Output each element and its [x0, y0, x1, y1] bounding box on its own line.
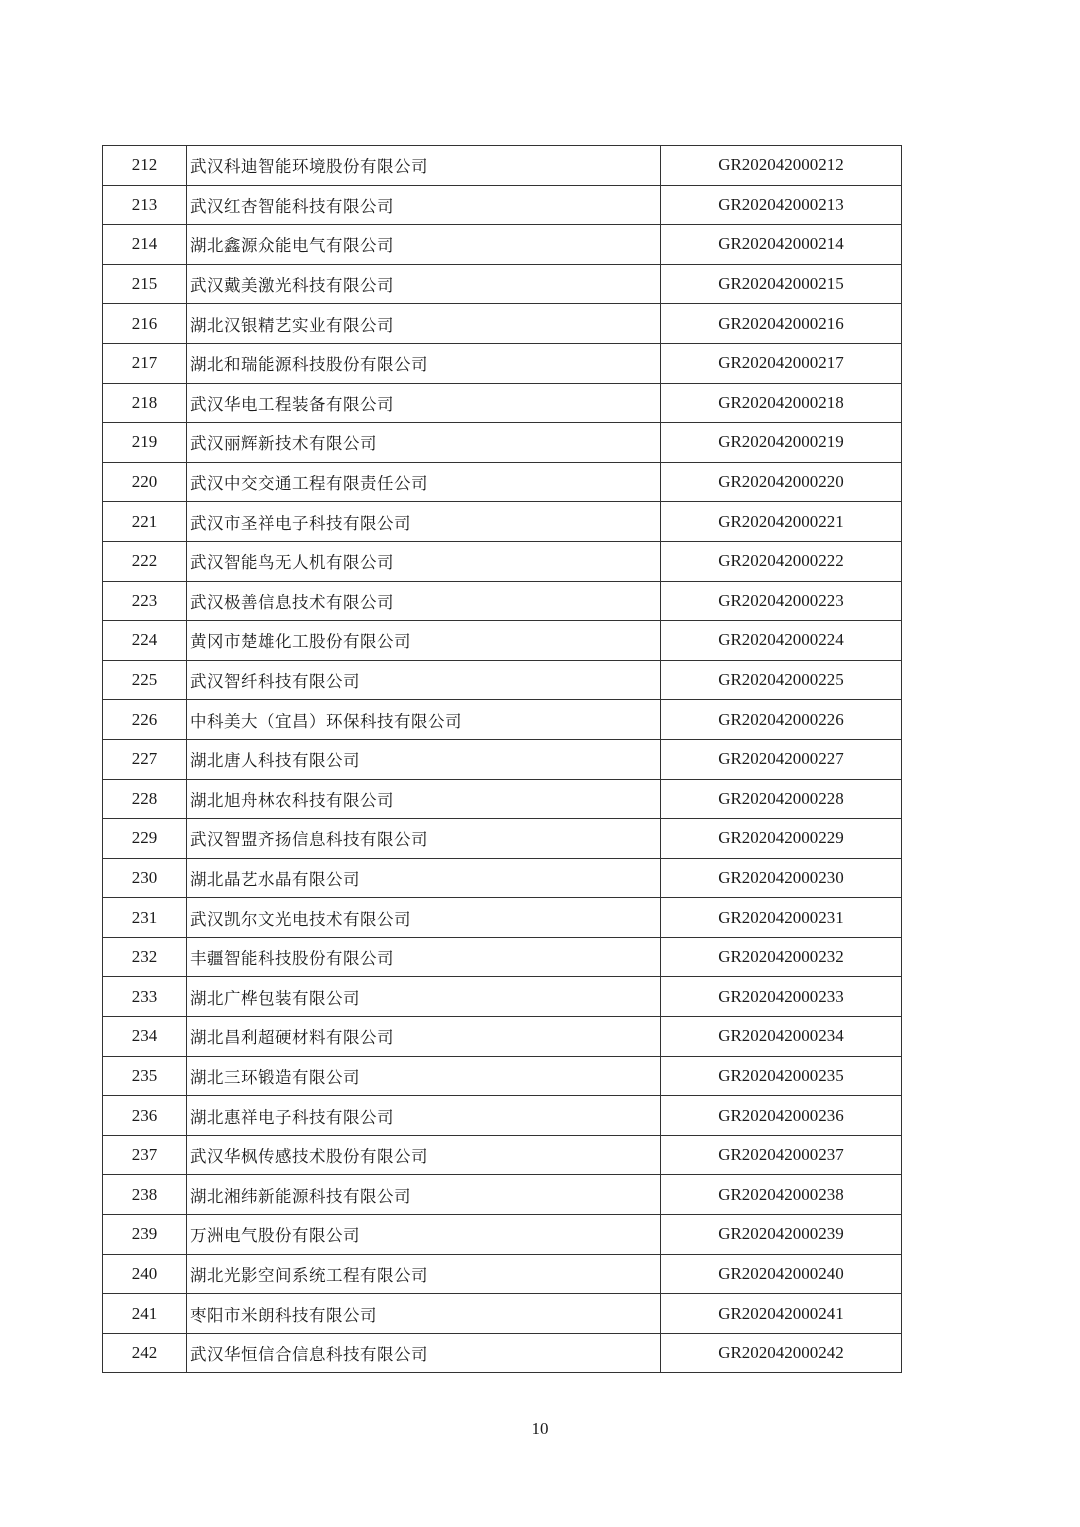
certificate-code: GR202042000217 [661, 343, 902, 383]
company-name: 湖北广桦包装有限公司 [187, 977, 661, 1017]
company-name: 湖北汉银精艺实业有限公司 [187, 304, 661, 344]
row-number: 240 [103, 1254, 187, 1294]
row-number: 228 [103, 779, 187, 819]
certificate-code: GR202042000234 [661, 1017, 902, 1057]
row-number: 221 [103, 502, 187, 542]
certificate-code: GR202042000223 [661, 581, 902, 621]
row-number: 219 [103, 423, 187, 463]
company-name: 丰疆智能科技股份有限公司 [187, 937, 661, 977]
certificate-code: GR202042000214 [661, 225, 902, 265]
table-row [103, 343, 902, 383]
page-number: 10 [531, 1419, 549, 1438]
row-number: 220 [103, 462, 187, 502]
certificate-code: GR202042000237 [661, 1135, 902, 1175]
company-name: 武汉智能鸟无人机有限公司 [187, 541, 661, 581]
table-body [103, 146, 902, 1373]
table-row [103, 1135, 902, 1175]
row-number: 229 [103, 819, 187, 859]
certificate-code: GR202042000230 [661, 858, 902, 898]
certificate-code: GR202042000225 [661, 660, 902, 700]
table-row [103, 898, 902, 938]
table-row [103, 581, 902, 621]
company-name: 武汉智纤科技有限公司 [187, 660, 661, 700]
company-name: 万洲电气股份有限公司 [187, 1215, 661, 1255]
company-name: 武汉凯尔文光电技术有限公司 [187, 898, 661, 938]
row-number: 239 [103, 1215, 187, 1255]
company-name: 湖北三环锻造有限公司 [187, 1056, 661, 1096]
company-name: 武汉智盟齐扬信息科技有限公司 [187, 819, 661, 859]
row-number: 234 [103, 1017, 187, 1057]
certificate-code: GR202042000213 [661, 185, 902, 225]
table-row [103, 1333, 902, 1373]
table-row [103, 423, 902, 463]
row-number: 222 [103, 541, 187, 581]
certificate-code: GR202042000220 [661, 462, 902, 502]
certificate-code: GR202042000239 [661, 1215, 902, 1255]
row-number: 232 [103, 937, 187, 977]
table-row [103, 264, 902, 304]
table-row [103, 621, 902, 661]
certificate-code: GR202042000221 [661, 502, 902, 542]
row-number: 214 [103, 225, 187, 265]
certificate-code: GR202042000240 [661, 1254, 902, 1294]
row-number: 242 [103, 1333, 187, 1373]
company-name: 湖北唐人科技有限公司 [187, 739, 661, 779]
row-number: 230 [103, 858, 187, 898]
row-number: 216 [103, 304, 187, 344]
company-name: 枣阳市米朗科技有限公司 [187, 1294, 661, 1334]
table-row [103, 304, 902, 344]
row-number: 227 [103, 739, 187, 779]
company-name: 武汉市圣祥电子科技有限公司 [187, 502, 661, 542]
row-number: 217 [103, 343, 187, 383]
row-number: 225 [103, 660, 187, 700]
table-row [103, 779, 902, 819]
company-name: 武汉中交交通工程有限责任公司 [187, 462, 661, 502]
table-row [103, 1175, 902, 1215]
company-name: 武汉丽辉新技术有限公司 [187, 423, 661, 463]
row-number: 212 [103, 146, 187, 186]
certificate-code: GR202042000242 [661, 1333, 902, 1373]
table-row [103, 462, 902, 502]
table-row [103, 1215, 902, 1255]
row-number: 237 [103, 1135, 187, 1175]
row-number: 233 [103, 977, 187, 1017]
company-name: 湖北和瑞能源科技股份有限公司 [187, 343, 661, 383]
row-number: 213 [103, 185, 187, 225]
table-row [103, 225, 902, 265]
company-name: 湖北惠祥电子科技有限公司 [187, 1096, 661, 1136]
table-row [103, 700, 902, 740]
table-row [103, 819, 902, 859]
company-name: 武汉极善信息技术有限公司 [187, 581, 661, 621]
certificate-code: GR202042000212 [661, 146, 902, 186]
certificate-code: GR202042000231 [661, 898, 902, 938]
certificate-code: GR202042000238 [661, 1175, 902, 1215]
certificate-code: GR202042000241 [661, 1294, 902, 1334]
company-name: 武汉科迪智能环境股份有限公司 [187, 146, 661, 186]
company-name: 黄冈市楚雄化工股份有限公司 [187, 621, 661, 661]
company-list-table [102, 145, 902, 1373]
company-name: 湖北湘纬新能源科技有限公司 [187, 1175, 661, 1215]
table-row [103, 739, 902, 779]
certificate-code: GR202042000227 [661, 739, 902, 779]
certificate-code: GR202042000218 [661, 383, 902, 423]
company-name: 武汉红杏智能科技有限公司 [187, 185, 661, 225]
company-name: 武汉华恒信合信息科技有限公司 [187, 1333, 661, 1373]
row-number: 215 [103, 264, 187, 304]
table-row [103, 1294, 902, 1334]
row-number: 231 [103, 898, 187, 938]
row-number: 218 [103, 383, 187, 423]
row-number: 226 [103, 700, 187, 740]
certificate-code: GR202042000224 [661, 621, 902, 661]
table-row [103, 1017, 902, 1057]
certificate-code: GR202042000235 [661, 1056, 902, 1096]
row-number: 235 [103, 1056, 187, 1096]
company-name: 湖北昌利超硬材料有限公司 [187, 1017, 661, 1057]
certificate-code: GR202042000232 [661, 937, 902, 977]
company-name: 湖北鑫源众能电气有限公司 [187, 225, 661, 265]
table-row [103, 977, 902, 1017]
table-row [103, 1096, 902, 1136]
certificate-code: GR202042000215 [661, 264, 902, 304]
row-number: 236 [103, 1096, 187, 1136]
table-row [103, 858, 902, 898]
table-row [103, 937, 902, 977]
table-row [103, 146, 902, 186]
company-name: 湖北晶艺水晶有限公司 [187, 858, 661, 898]
row-number: 224 [103, 621, 187, 661]
table-row [103, 541, 902, 581]
certificate-code: GR202042000233 [661, 977, 902, 1017]
certificate-code: GR202042000219 [661, 423, 902, 463]
certificate-code: GR202042000229 [661, 819, 902, 859]
certificate-code: GR202042000226 [661, 700, 902, 740]
company-name: 武汉华枫传感技术股份有限公司 [187, 1135, 661, 1175]
certificate-code: GR202042000222 [661, 541, 902, 581]
table-row [103, 1254, 902, 1294]
table-row [103, 383, 902, 423]
company-name: 武汉华电工程装备有限公司 [187, 383, 661, 423]
company-name: 湖北旭舟林农科技有限公司 [187, 779, 661, 819]
company-name: 湖北光影空间系统工程有限公司 [187, 1254, 661, 1294]
row-number: 238 [103, 1175, 187, 1215]
table-row [103, 185, 902, 225]
certificate-code: GR202042000236 [661, 1096, 902, 1136]
company-name: 武汉戴美激光科技有限公司 [187, 264, 661, 304]
certificate-code: GR202042000228 [661, 779, 902, 819]
table-row [103, 502, 902, 542]
certificate-code: GR202042000216 [661, 304, 902, 344]
row-number: 223 [103, 581, 187, 621]
table-row [103, 1056, 902, 1096]
table-row [103, 660, 902, 700]
company-name: 中科美大（宜昌）环保科技有限公司 [187, 700, 661, 740]
row-number: 241 [103, 1294, 187, 1334]
